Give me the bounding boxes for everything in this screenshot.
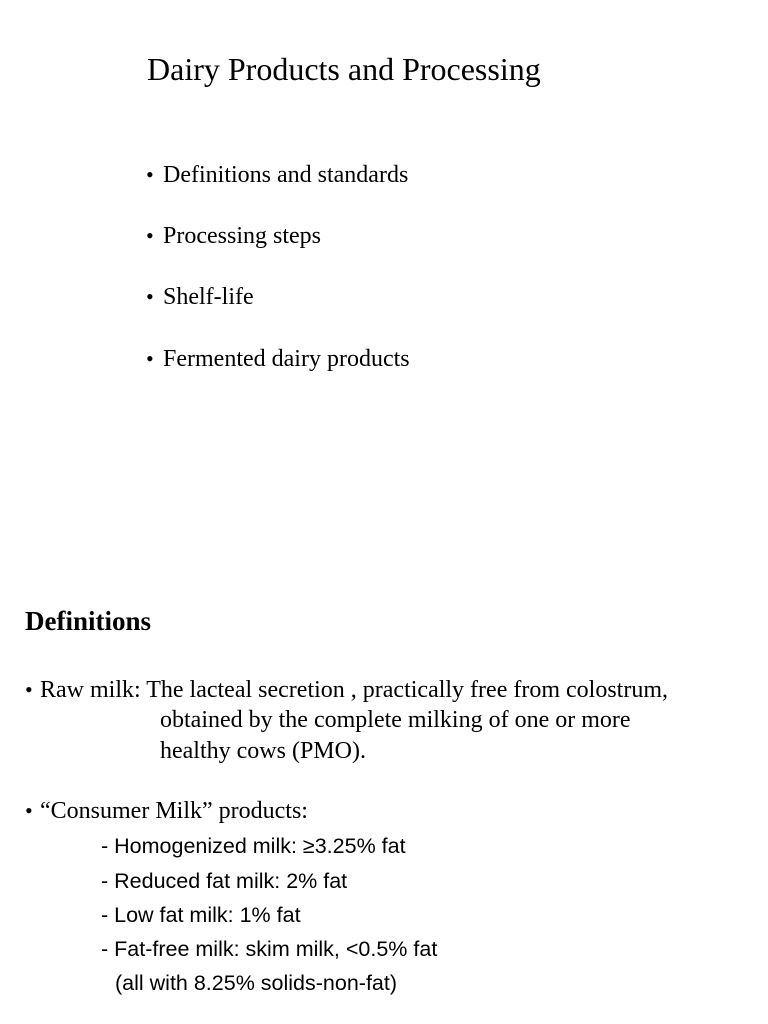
bullet-icon: • (146, 346, 154, 371)
consumer-milk-text: “Consumer Milk” products: (40, 798, 308, 824)
raw-milk-definition-line1 (25, 675, 668, 705)
bullet-icon: • (25, 798, 33, 823)
bullet-icon: • (146, 284, 154, 309)
agenda-item-processing (146, 221, 321, 251)
milk-type-low-fat: - Low fat milk: 1% fat (101, 903, 301, 927)
solids-note: (all with 8.25% solids-non-fat) (115, 971, 398, 995)
agenda-item-label: Fermented dairy products (163, 346, 410, 372)
bullet-icon: • (146, 162, 154, 187)
agenda-item-shelf-life (146, 282, 254, 312)
section-heading: Definitions (25, 606, 152, 636)
milk-type-homogenized: - Homogenized milk: ≥3.25% fat (101, 834, 406, 858)
agenda-item-label: Processing steps (163, 223, 321, 249)
raw-milk-definition-line3: healthy cows (PMO). (160, 738, 366, 764)
agenda-item-definitions (146, 160, 408, 190)
raw-milk-definition-line2: obtained by the complete milking of one or more (160, 707, 631, 733)
slide-title: Dairy Products and Processing (147, 51, 541, 87)
raw-milk-text: Raw milk: The lacteal secretion , practically free from colostrum, (40, 677, 668, 703)
agenda-item-label: Definitions and standards (163, 162, 409, 188)
bullet-icon: • (146, 223, 154, 248)
bullet-icon: • (25, 677, 33, 702)
agenda-item-label: Shelf-life (163, 284, 254, 310)
milk-type-reduced-fat: - Reduced fat milk: 2% fat (101, 869, 348, 893)
agenda-item-fermented (146, 344, 410, 374)
milk-type-fat-free: - Fat-free milk: skim milk, <0.5% fat (101, 937, 438, 961)
consumer-milk-label (25, 796, 308, 826)
